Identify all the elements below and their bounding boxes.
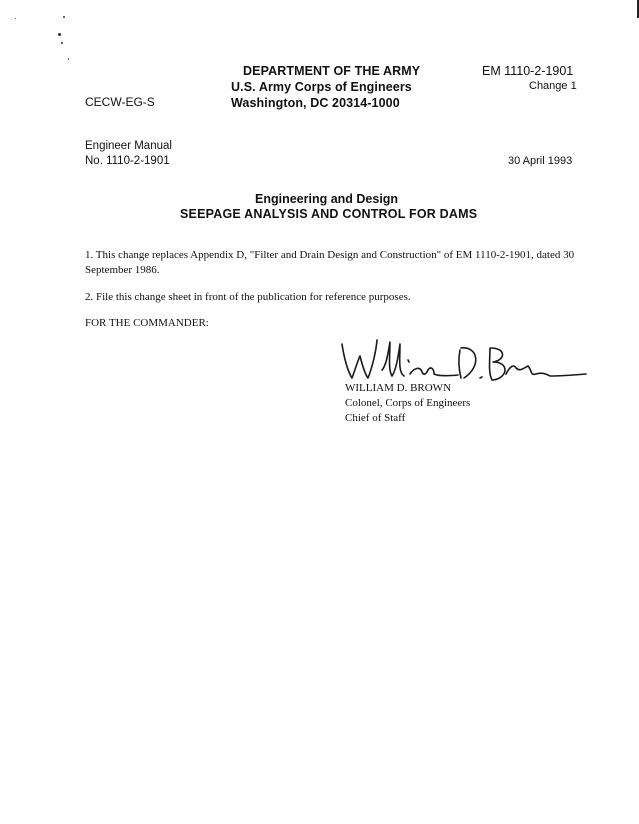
signer-name: WILLIAM D. BROWN <box>345 382 452 394</box>
department-line-1: DEPARTMENT OF THE ARMY <box>243 64 421 78</box>
department-line-3: Washington, DC 20314-1000 <box>231 96 400 110</box>
manual-type: Engineer Manual <box>85 140 172 152</box>
scan-speck <box>63 16 65 18</box>
scan-speck <box>61 42 63 44</box>
change-label: Change 1 <box>529 80 577 92</box>
department-line-2: U.S. Army Corps of Engineers <box>231 80 412 94</box>
em-number: EM 1110-2-1901 <box>482 64 574 78</box>
publication-date: 30 April 1993 <box>508 155 573 167</box>
signer-title: Colonel, Corps of Engineers <box>345 397 471 409</box>
paragraph-2: 2. File this change sheet in front of the publication for reference purposes. <box>85 291 411 303</box>
title-line-2: SEEPAGE ANALYSIS AND CONTROL FOR DAMS <box>180 207 478 221</box>
scan-speck <box>15 18 16 19</box>
signer-role: Chief of Staff <box>345 412 406 424</box>
scan-speck <box>58 33 61 36</box>
handwritten-signature <box>330 330 590 390</box>
title-line-1: Engineering and Design <box>255 192 399 206</box>
paragraph-1: 1. This change replaces Appendix D, "Filter and Drain Design and Construction" of EM 1110-2-1901, dated 30 September 1986. <box>85 249 575 276</box>
manual-number: No. 1110-2-1901 <box>85 155 170 167</box>
closing-line: FOR THE COMMANDER: <box>85 317 209 329</box>
scan-speck <box>68 58 69 60</box>
office-symbol: CECW-EG-S <box>85 95 155 109</box>
